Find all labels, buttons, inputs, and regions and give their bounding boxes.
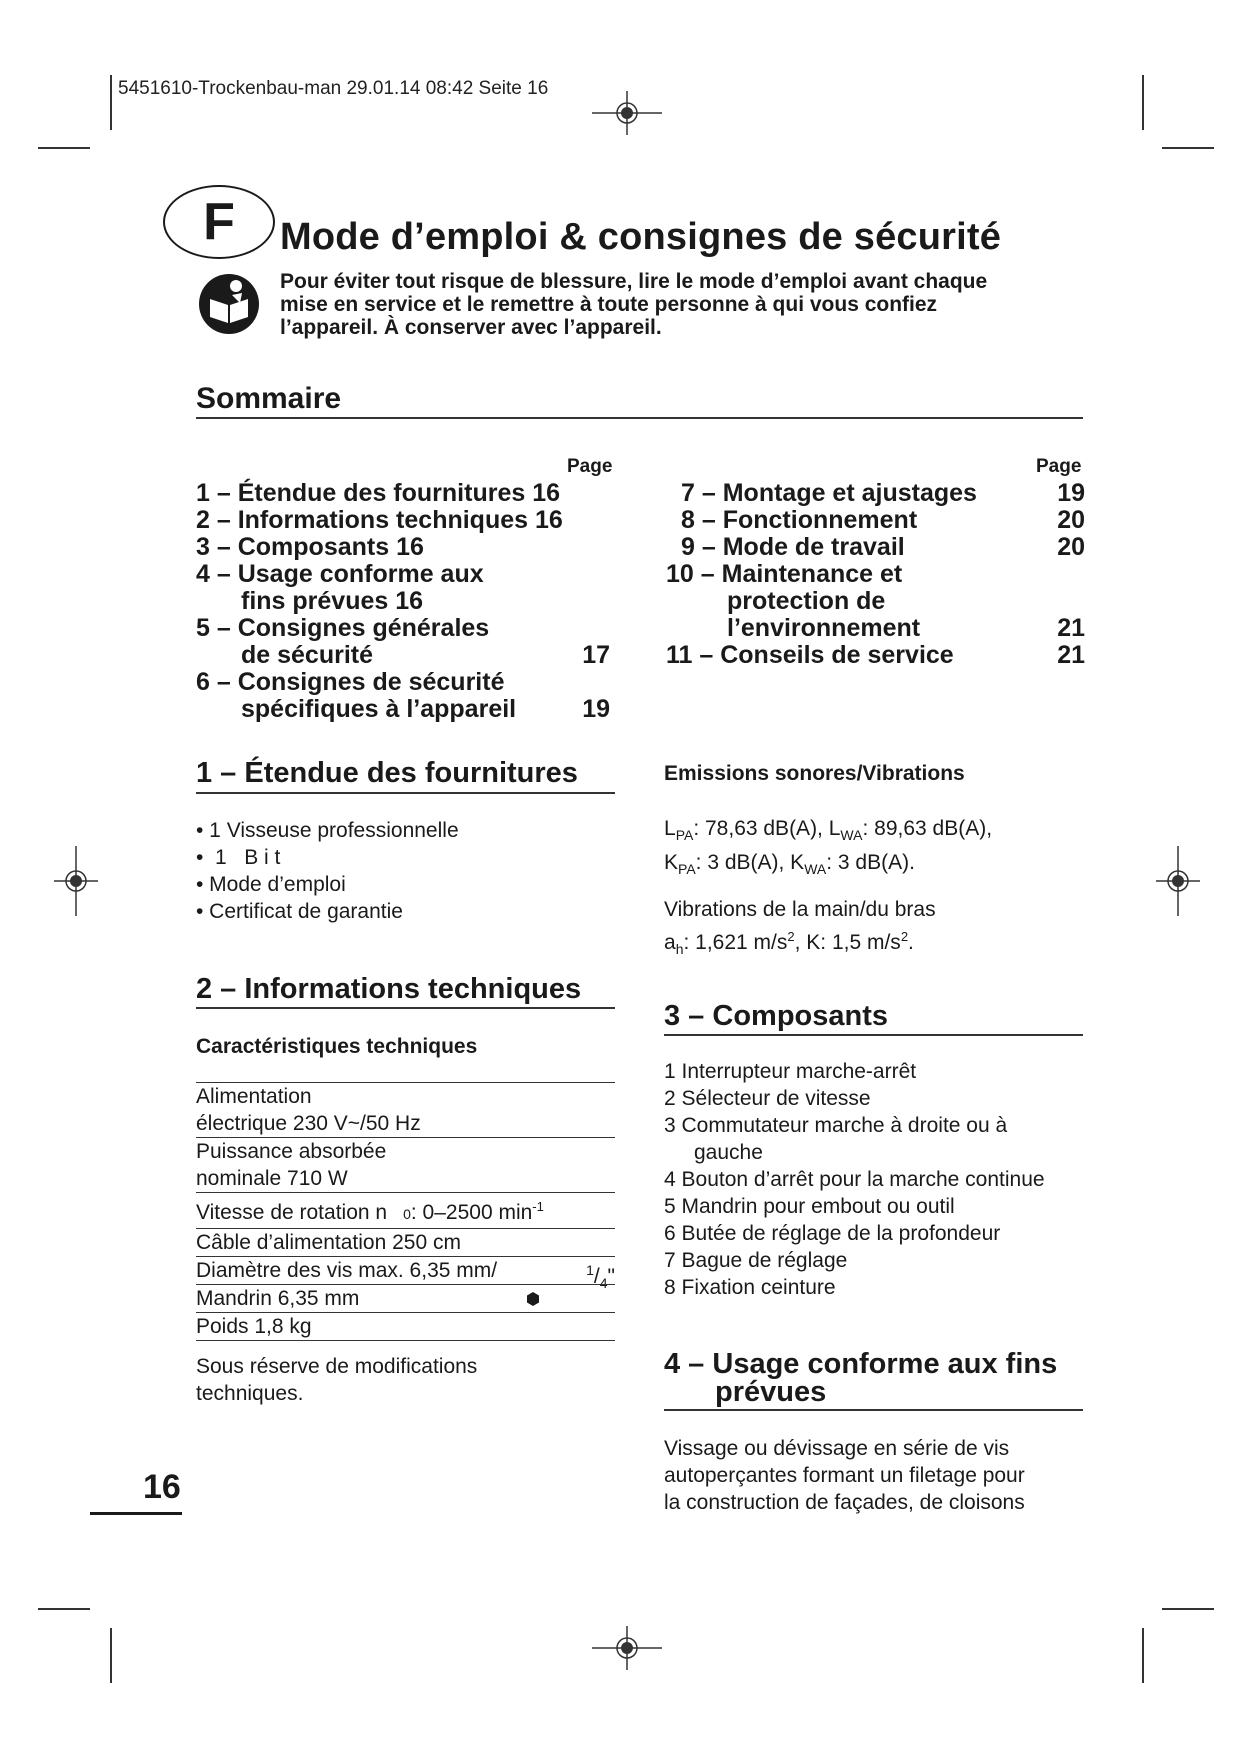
usage-text: Vissage ou dévissage en série de vis autoperçantes formant un filetage pour la construction de façades, de cloisons: [664, 1437, 1025, 1514]
list-item: 4 Bouton d’arrêt pour la marche continue: [664, 1168, 1045, 1191]
language-badge: F: [163, 185, 275, 259]
list-item: • Certificat de garantie: [196, 900, 403, 923]
fraction: $^1/_4$": [586, 1262, 615, 1292]
toc-entry[interactable]: 1 – Étendue des fournitures 16: [196, 479, 561, 507]
subsection-title: Caractéristiques techniques: [196, 1035, 478, 1058]
list-item: 8 Fixation ceinture: [664, 1276, 836, 1299]
list-item: gauche: [694, 1141, 763, 1164]
spec-line: Vitesse de rotation n: [196, 1201, 388, 1224]
toc-page-label-left: Page: [567, 456, 613, 477]
toc-page: 17: [582, 641, 610, 669]
hex-shank-icon: [526, 1292, 540, 1306]
table-row: [196, 1082, 615, 1137]
section-title: 4 – Usage conforme aux fins prévues: [664, 1348, 1058, 1408]
table-row: [196, 1256, 615, 1292]
list-item: 7 Bague de réglage: [664, 1249, 848, 1272]
spec-line: Alimentation: [196, 1085, 312, 1108]
toc-entry[interactable]: 3 – Composants 16: [196, 533, 424, 561]
crop-mark: [1162, 1608, 1214, 1610]
intro-line: l’appareil. À conserver avec l’appareil.: [280, 316, 662, 339]
section-title: 3 – Composants: [664, 1000, 888, 1032]
emissions-values: $L_{PA}$: 78,63 dB(A), $L_{WA}$: 89,63 dB(A), $K_{PA}$: 3 dB(A), $K_{WA}$: 3 dB(A).: [664, 817, 993, 878]
toc-entry[interactable]: 11 – Conseils de service 21: [666, 641, 1085, 669]
crop-mark: [110, 1628, 112, 1683]
table-row: [196, 1137, 615, 1192]
crop-mark: [1142, 75, 1144, 130]
divider: [664, 1034, 1083, 1036]
crop-mark: [110, 75, 112, 130]
table-row: [196, 1228, 615, 1256]
toc-entry[interactable]: 4 – Usage conforme aux fins prévues 16: [196, 560, 484, 615]
table-row: [196, 1312, 615, 1341]
read-manual-icon: [198, 273, 260, 335]
divider: [196, 417, 1083, 419]
intro-line: mise en service et le remettre à toute personne à qui vous confiez: [280, 293, 938, 316]
divider: [196, 1007, 615, 1009]
list-item: 3 Commutateur marche à droite ou à: [664, 1114, 1008, 1137]
divider: [196, 792, 615, 794]
summary-title: Sommaire: [196, 382, 342, 415]
toc-entry[interactable]: 7 – Montage et ajustages 19: [681, 479, 1085, 507]
toc-page: 19: [1057, 479, 1085, 507]
crop-mark: [38, 1608, 90, 1610]
print-header: 5451610-Trockenbau-man 29.01.14 08:42 Seite 16: [118, 78, 549, 99]
toc-entry[interactable]: 8 – Fonctionnement 20: [681, 506, 1085, 534]
spec-line: Poids 1,8 kg: [196, 1315, 312, 1338]
list-item: 5 Mandrin pour embout ou outil: [664, 1195, 955, 1218]
toc-page: 19: [582, 695, 610, 723]
vibration-values: Vibrations de la main/du bras $a_h$: 1,621 $m/s^2$, K: 1,5 $m/s^2$.: [664, 898, 936, 958]
toc-entry[interactable]: 10 – Maintenance et protection de l’environnement 21: [666, 560, 1085, 642]
toc-entry[interactable]: 6 – Consignes de sécurité spécifiques à l’appareil 19: [196, 668, 610, 723]
crop-mark: [1162, 147, 1214, 149]
registration-mark-icon: [592, 1626, 662, 1670]
toc-page: 21: [1057, 614, 1085, 642]
section-title: 1 – Étendue des fournitures: [196, 757, 578, 789]
toc-page: 20: [1057, 506, 1085, 534]
spec-line: Mandrin 6,35 mm: [196, 1287, 360, 1310]
toc-entry[interactable]: 5 – Consignes générales de sécurité 17: [196, 614, 610, 669]
toc-right: [666, 480, 1085, 669]
toc-left: [196, 480, 616, 723]
toc-page-label-right: Page: [1036, 456, 1082, 477]
table-row: Vitesse de rotation n 0: 0–2500 $\min^{-1}$: [196, 1192, 615, 1228]
spec-line: Câble d’alimentation 250 cm: [196, 1231, 461, 1254]
registration-mark-icon: [592, 91, 662, 135]
crop-mark: [38, 147, 90, 149]
subsection-title: Emissions sonores/Vibrations: [664, 762, 965, 785]
list-item: • 1 B i t: [196, 846, 281, 869]
page-number-underline: [90, 1512, 182, 1515]
toc-page: 21: [1057, 641, 1085, 669]
list-item: 6 Butée de réglage de la profondeur: [664, 1222, 1001, 1245]
toc-page: 20: [1057, 533, 1085, 561]
page-title: Mode d’emploi & consignes de sécurité: [280, 216, 1002, 258]
crop-mark: [1142, 1628, 1144, 1683]
spec-line: électrique 230 V~/50 Hz: [196, 1112, 421, 1135]
spec-table: [196, 1082, 615, 1341]
list-item: 1 Interrupteur marche-arrêt: [664, 1060, 917, 1083]
divider: [664, 1409, 1083, 1411]
registration-mark-icon: [54, 846, 98, 916]
intro-warning: [280, 270, 1060, 339]
spec-line: nominale 710 W: [196, 1167, 348, 1190]
toc-entry[interactable]: 2 – Informations techniques 16: [196, 506, 563, 534]
registration-mark-icon: [1156, 846, 1200, 916]
page-number: 16: [143, 1468, 181, 1506]
list-item: 2 Sélecteur de vitesse: [664, 1087, 871, 1110]
section-title: 2 – Informations techniques: [196, 973, 582, 1005]
component-list: [664, 1058, 1045, 1301]
note: Sous réserve de modifications techniques.: [196, 1355, 478, 1405]
table-row: [196, 1284, 615, 1312]
list-item: • Mode d’emploi: [196, 873, 346, 896]
toc-entry[interactable]: 9 – Mode de travail 20: [681, 533, 1085, 561]
supply-list: [196, 817, 459, 925]
intro-line: Pour éviter tout risque de blessure, lire le mode d’emploi avant chaque: [280, 270, 988, 293]
spec-line: Puissance absorbée: [196, 1140, 387, 1163]
spec-line: Diamètre des vis max. 6,35 mm/: [196, 1259, 498, 1282]
list-item: • 1 Visseuse professionnelle: [196, 819, 459, 842]
